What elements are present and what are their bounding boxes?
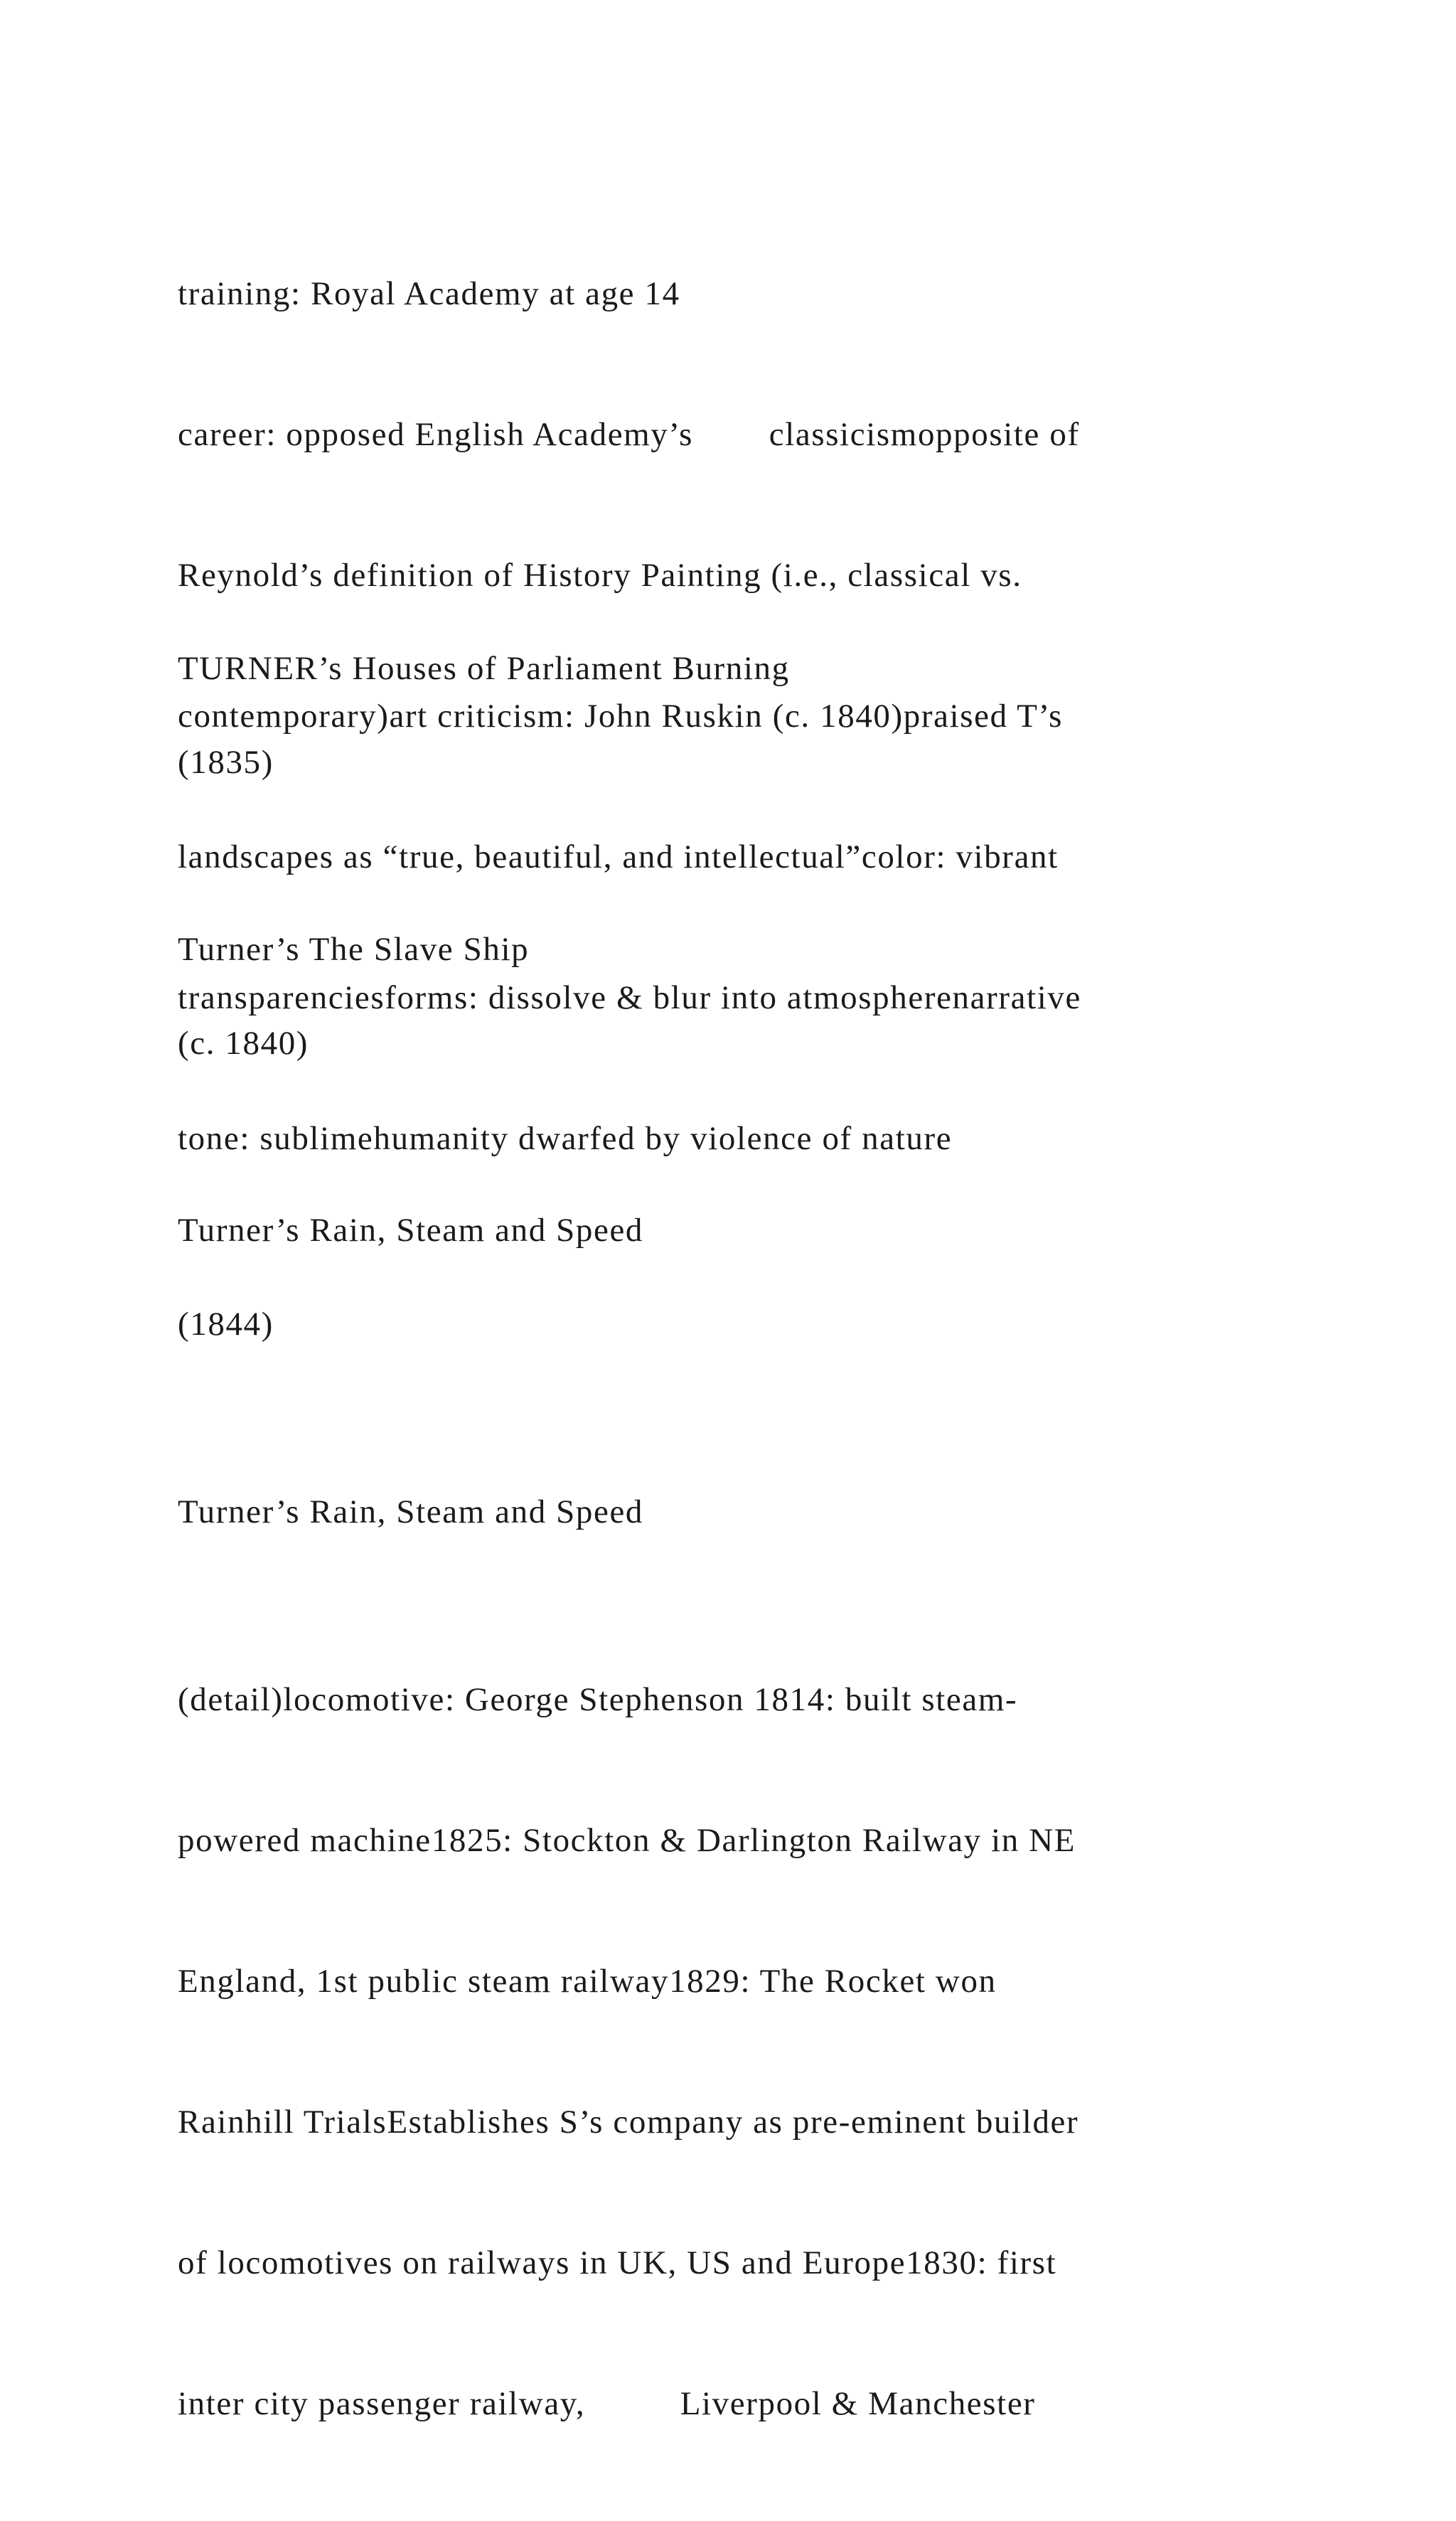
intro-line: contemporary)art criticism: John Ruskin (c. 1840)praised T’s bbox=[178, 698, 1064, 735]
slave-ship-date: (c. 1840) bbox=[178, 1025, 309, 1062]
houses-of-parliament-date: (1835) bbox=[178, 744, 274, 781]
detail-line: England, 1st public steam railway1829: The Rocket won bbox=[178, 1963, 997, 2000]
rain-steam-speed-date: (1844) bbox=[178, 1306, 274, 1343]
rain-steam-speed-detail-title: Turner’s Rain, Steam and Speed bbox=[178, 1493, 644, 1530]
intro-line: Reynold’s definition of History Painting (i.e., classical vs. bbox=[178, 557, 1022, 594]
intro-paragraph bbox=[178, 176, 1287, 1256]
slave-ship-title: Turner’s The Slave Ship bbox=[178, 931, 530, 968]
detail-line: of locomotives on railways in UK, US and Europe1830: first bbox=[178, 2244, 1057, 2281]
rain-steam-speed-title: Turner’s Rain, Steam and Speed bbox=[178, 1212, 644, 1249]
locomotive-detail-paragraph bbox=[178, 1582, 1287, 2521]
detail-line: powered machine1825: Stockton & Darlington Railway in NE bbox=[178, 1822, 1076, 1859]
intro-line: landscapes as “true, beautiful, and intellectual”color: vibrant bbox=[178, 838, 1059, 875]
detail-line: (detail)locomotive: George Stephenson 1814: built steam- bbox=[178, 1681, 1018, 1718]
houses-of-parliament-title: TURNER’s Houses of Parliament Burning bbox=[178, 650, 790, 687]
detail-line: inter city passenger railway, Liverpool & Manchester bbox=[178, 2385, 1036, 2422]
intro-line: training: Royal Academy at age 14 bbox=[178, 275, 680, 312]
intro-line: transparenciesforms: dissolve & blur into atmospherenarrative bbox=[178, 979, 1081, 1016]
intro-line: career: opposed English Academy’s classicismopposite of bbox=[178, 416, 1080, 453]
intro-line: tone: sublimehumanity dwarfed by violence of nature bbox=[178, 1120, 953, 1157]
detail-line: Rainhill TrialsEstablishes S’s company as pre-eminent builder bbox=[178, 2104, 1079, 2141]
